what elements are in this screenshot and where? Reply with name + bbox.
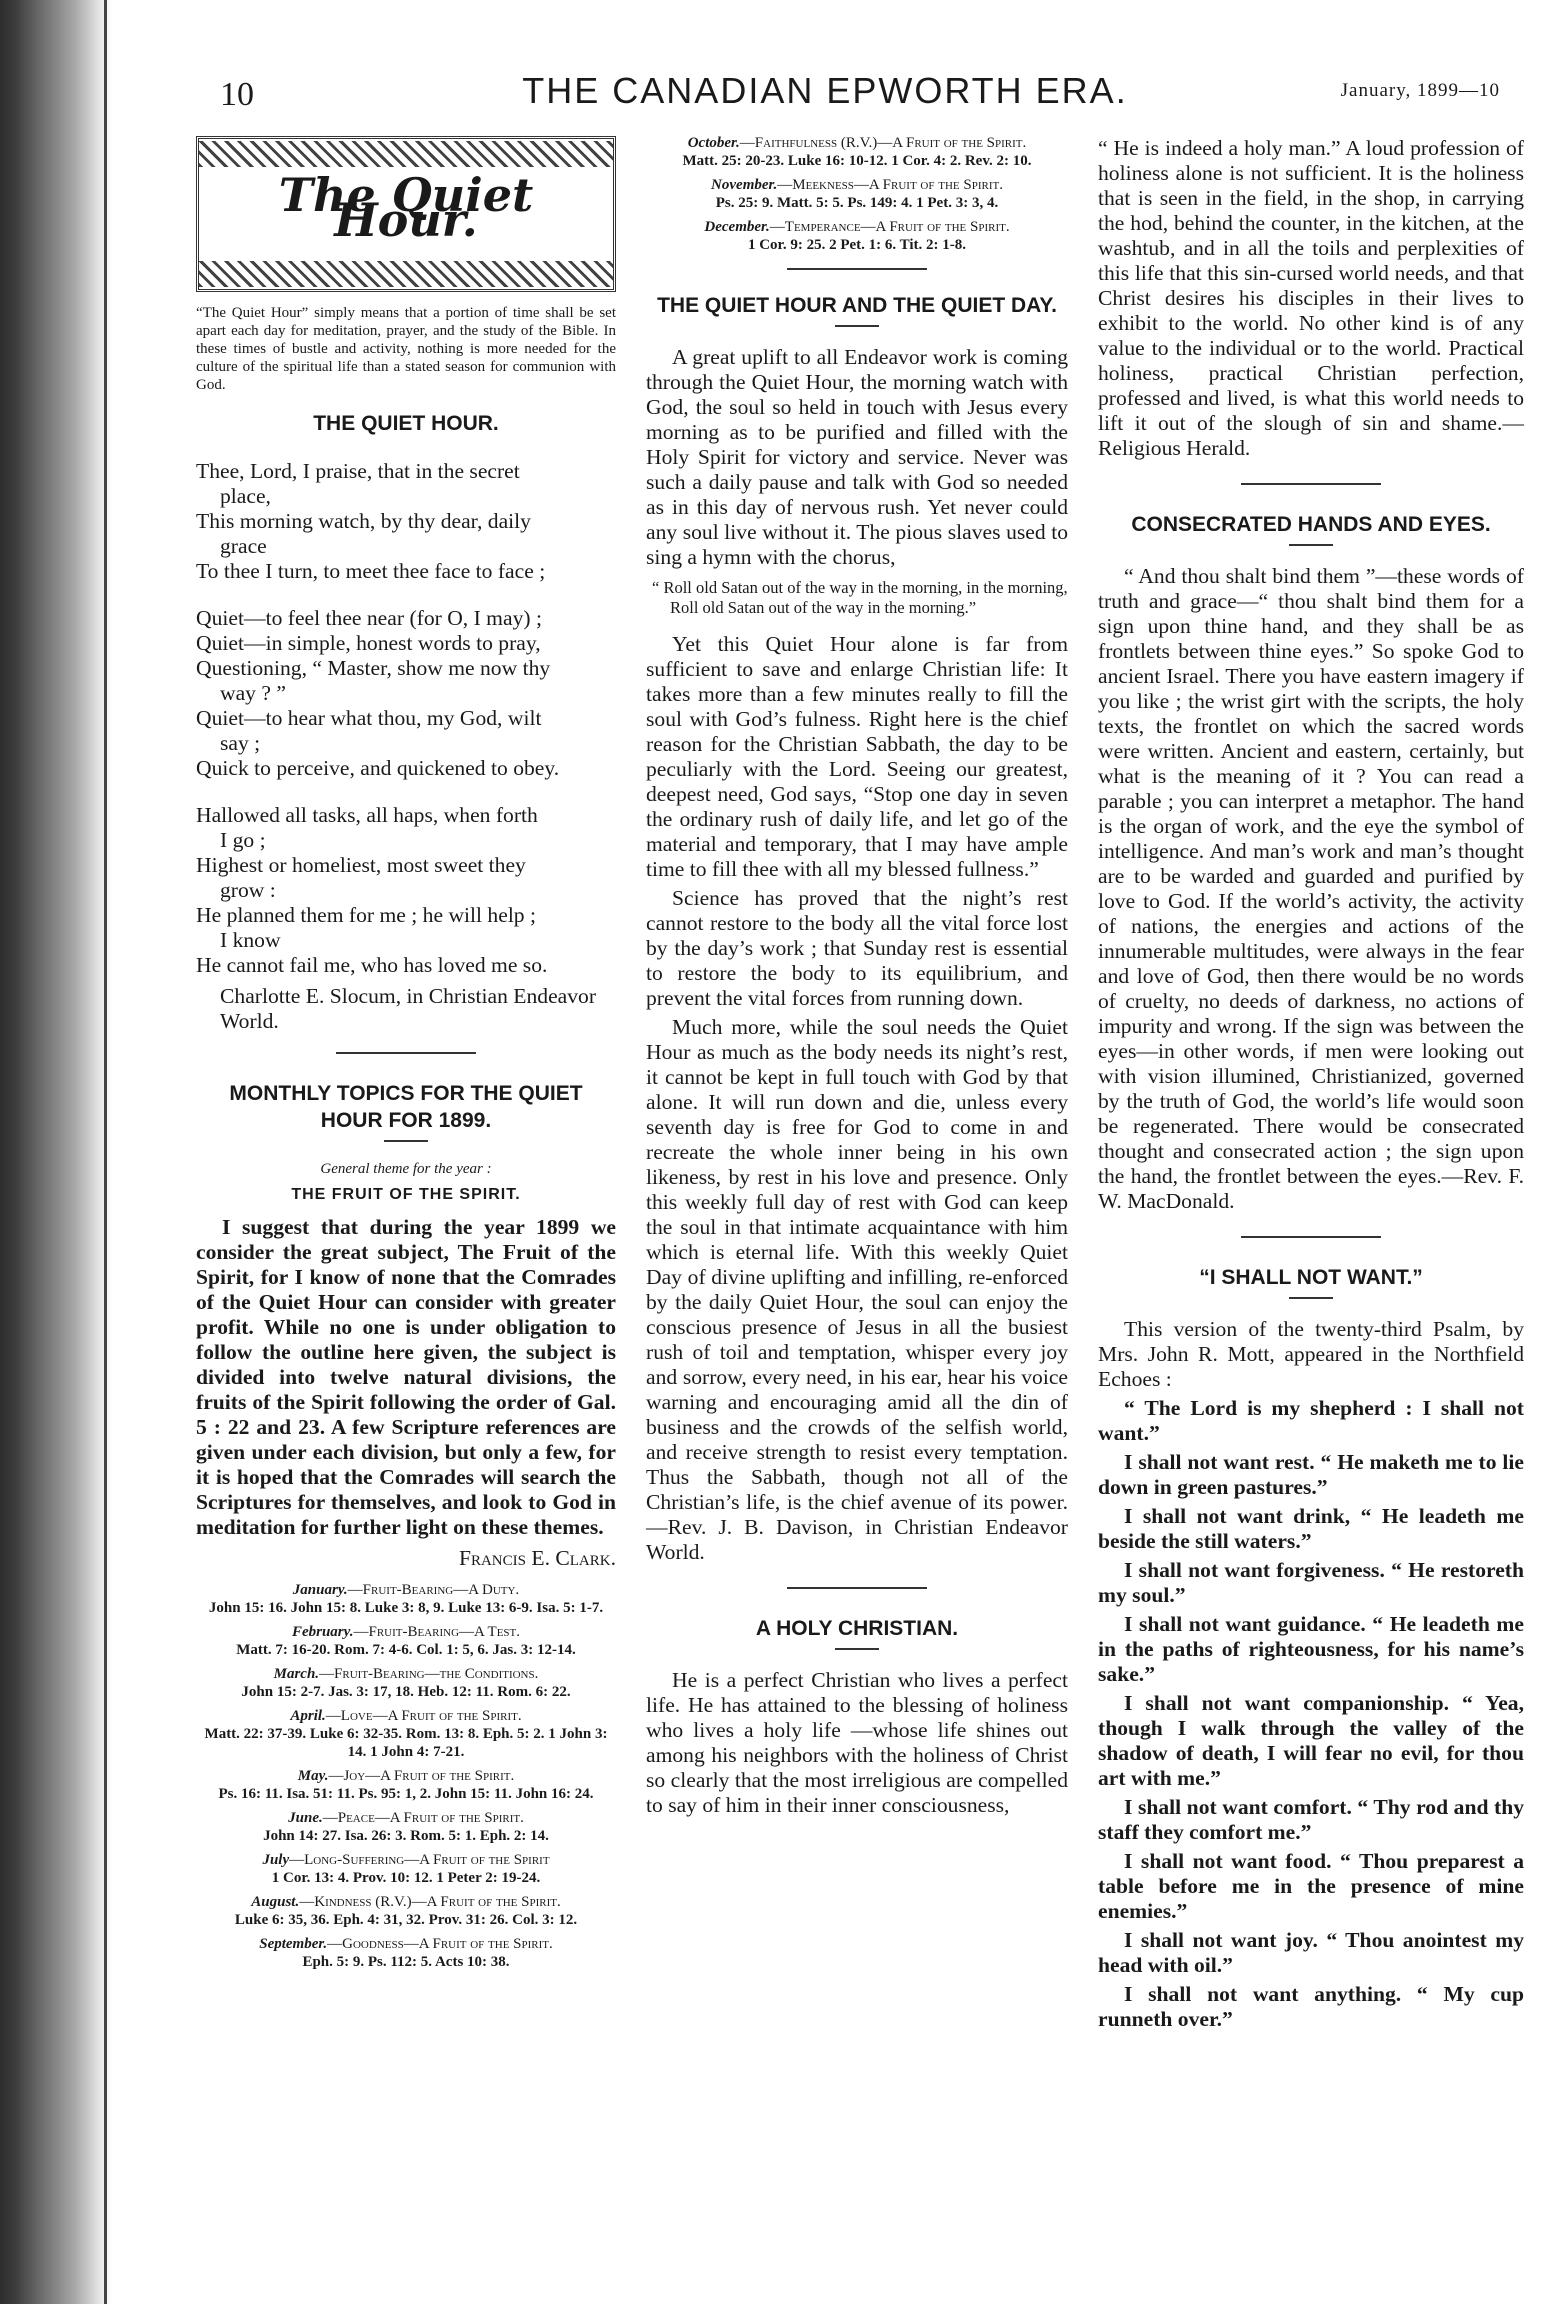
- quiet-hour-masthead: [196, 136, 616, 292]
- separator: [1241, 483, 1381, 485]
- month-name: July: [262, 1852, 290, 1868]
- article-paragraph: Science has proved that the night’s rest cannot restore to the body all the vital force lost by the day’s work ; that Sunday rest is essential to restore the body to its equilibrium, and prevent the vital forces from running down.: [646, 886, 1068, 1010]
- rule: [1289, 1297, 1333, 1299]
- poem-line-text: Quiet—to feel thee near (for O, I may) ;: [196, 606, 542, 630]
- poem-line-text: He planned them for me ; he will help ;: [196, 903, 537, 927]
- monthly-topics-list: [196, 1581, 616, 1971]
- ornament-border-bottom: [199, 261, 613, 287]
- poem-line-text: He cannot fail me, who has loved me so.: [196, 953, 548, 977]
- poem-line-text: Thee, Lord, I praise, that in the secret: [196, 459, 520, 483]
- psalm-line: I shall not want anything. “ My cup runneth over.”: [1098, 1982, 1524, 2031]
- general-theme: THE FRUIT OF THE SPIRIT.: [291, 1186, 521, 1203]
- month-name: December.: [704, 219, 770, 235]
- poem-line-continuation: grace: [220, 534, 267, 558]
- quiet-hour-intro: “The Quiet Hour” simply means that a portion of time shall be set apart each day for meditation, prayer, and the study of the Bible. In these times of bustle and activity, nothing is more needed for the culture of the spiritual life than a stated season for communion with God.: [196, 305, 616, 393]
- rule: [1289, 544, 1333, 546]
- article-paragraph: “ And thou shalt bind them ”—these words of truth and grace—“ thou shalt bind them for a sign upon thine hand, and they shall be as frontlets between thine eyes.” So spoke God to ancient Israel. There you have eastern imagery if you like ; the wrist girt with the scripts, the holy texts, the frontlet on which the sacred words were written. Ancient and eastern, certainly, but what is the meaning of it ? You can read a parable ; you can interpret a metaphor. The hand is the organ of work, and the eye the symbol of intelligence. And man’s work and man’s thought are to be warded and guarded and purified by love to God. If the world’s activity, the activity of nations, the energies and actions of the innumerable multitudes, were always in the fear and love of God, then there would be no words of cruelty, no deeds of darkness, no actions of impurity and wrong. If the sign was between the eyes—in other words, if men were looking out with vision illumined, Christianized, governed by the truth of God, the world’s life would soon be regenerated. There would be consecrated thought and consecrated action ; the sign upon the hand, the frontlet between the eyes.—Rev. F. W. MacDonald.: [1098, 564, 1524, 1213]
- month-name: June.: [288, 1810, 323, 1826]
- poem-line-continuation: place,: [220, 484, 271, 508]
- month-references: Matt. 25: 20-23. Luke 16: 10-12. 1 Cor. 4: 2. Rev. 2: 10.: [682, 153, 1032, 169]
- poem-line-continuation: I go ;: [220, 828, 266, 852]
- month-references: John 14: 27. Isa. 26: 3. Rom. 5: 1. Eph. 2: 14.: [263, 1828, 549, 1844]
- month-name: January.: [292, 1582, 348, 1598]
- month-references: 1 Cor. 13: 4. Prov. 10: 12. 1 Peter 2: 19-24.: [271, 1870, 541, 1886]
- month-name: September.: [259, 1936, 328, 1952]
- month-topic: [646, 134, 1068, 170]
- poem-line: [196, 903, 616, 953]
- month-name: April.: [290, 1708, 326, 1724]
- poem-line: [196, 853, 616, 903]
- topics-title: MONTHLY TOPICS FOR THE QUIET HOUR FOR 1899.: [229, 1082, 583, 1132]
- poem: [196, 459, 616, 978]
- psalm-line: I shall not want guidance. “ He leadeth me in the paths of righteousness, for his name’s sake.”: [1098, 1612, 1524, 1686]
- month-theme: —Joy—A Fruit of the Spirit.: [328, 1768, 515, 1784]
- rule: [835, 1648, 879, 1650]
- month-references: Ps. 16: 11. Isa. 51: 11. Ps. 95: 1, 2. John 15: 11. John 16: 24.: [218, 1786, 594, 1802]
- month-topic: [196, 1623, 616, 1659]
- psalm-line: I shall not want drink, “ He leadeth me beside the still waters.”: [1098, 1504, 1524, 1553]
- month-name: May.: [297, 1768, 329, 1784]
- poem-line-continuation: I know: [220, 928, 281, 952]
- month-references: John 15: 2-7. Jas. 3: 17, 18. Heb. 12: 11. Rom. 6: 22.: [241, 1684, 571, 1700]
- ornament-border-top: [199, 141, 613, 167]
- poem-line: [196, 509, 616, 559]
- month-theme: —Fruit-Bearing—A Duty.: [347, 1582, 520, 1598]
- article-paragraph: Much more, while the soul needs the Quiet Hour as much as the body needs its night’s rest, it cannot be kept in full touch with God by that alone. It will run down and die, unless every seventh day is free for God to come in and recreate the whole inner being in his own likeness, by rest in his love and presence. Only this weekly full day of rest with God can keep the soul in that intimate acquaintance with him which is eternal life. With this weekly Quiet Day of divine uplifting and infilling, re-enforced by the daily Quiet Hour, the soul can enjoy the conscious presence of Jesus in all the busiest rush of toil and temptation, whisper every joy and sorrow, every need, in his ear, hear his voice warning and encouraging amid all the din of business and the crowds of the selfish world, and receive strength to resist every temptation. Thus the Sabbath, though not all of the Christian’s life, is the chief avenue of its power.—Rev. J. B. Davison, in Christian Endeavor World.: [646, 1015, 1068, 1564]
- poem-line-text: Quiet—in simple, honest words to pray,: [196, 631, 541, 655]
- month-theme: —Meekness—A Fruit of the Spirit.: [777, 177, 1003, 193]
- poem-line: [196, 559, 616, 584]
- hymn-verse: [652, 578, 1068, 618]
- month-topic: [196, 1893, 616, 1929]
- poem-line: [196, 706, 616, 756]
- poem-line-text: Highest or homeliest, most sweet they: [196, 853, 526, 877]
- poem-line-continuation: say ;: [220, 731, 261, 755]
- article-paragraph: This version of the twenty-third Psalm, by Mrs. John R. Mott, appeared in the Northfield Echoes :: [1098, 1317, 1524, 1391]
- poem-line-continuation: way ? ”: [220, 681, 286, 705]
- page-edge: [104, 0, 107, 2304]
- poem-line: [196, 756, 616, 781]
- month-name: November.: [711, 177, 778, 193]
- article-title-holy-christian: A HOLY CHRISTIAN.: [755, 1617, 959, 1640]
- poem-line: [196, 953, 616, 978]
- month-references: Matt. 7: 16-20. Rom. 7: 4-6. Col. 1: 5, 6. Jas. 3: 12-14.: [236, 1642, 576, 1658]
- poem-line: [196, 656, 616, 706]
- month-topic: [196, 1851, 616, 1887]
- month-theme: —Love—A Fruit of the Spirit.: [325, 1708, 522, 1724]
- poem-line: [196, 606, 616, 631]
- poem-line: [196, 631, 616, 656]
- general-theme-label: General theme for the year :: [320, 1161, 492, 1177]
- psalm-version-lines: [1098, 1396, 1524, 2032]
- month-references: John 15: 16. John 15: 8. Luke 3: 8, 9. Luke 13: 6-9. Isa. 5: 1-7.: [208, 1600, 604, 1616]
- separator: [787, 268, 927, 270]
- poem-line-text: Questioning, “ Master, show me now thy: [196, 656, 551, 680]
- column-3: [1098, 136, 1524, 2036]
- month-theme: —Fruit-Bearing—the Conditions.: [319, 1666, 539, 1682]
- psalm-line: “ The Lord is my shepherd : I shall not want.”: [1098, 1396, 1524, 1445]
- month-theme: —Goodness—A Fruit of the Spirit.: [327, 1936, 553, 1952]
- poem-line-text: Hallowed all tasks, all haps, when forth: [196, 803, 538, 827]
- month-topic: [196, 1581, 616, 1617]
- masthead-title: The Quiet Hour.: [278, 168, 534, 247]
- separator: [787, 1587, 927, 1589]
- article-paragraph: Yet this Quiet Hour alone is far from sufficient to save and enlarge Christian life: It takes more than a few minutes really to fill the soul with God’s fulness. Right here is the chief reason for the Christian Sabbath, the day to be peculiarly with the Lord. Seeing our greatest, deepest need, God says, “Stop one day in seven the ordinary rush of daily life, and let go of the material and temporary, that I may have ample time to fill thee with all my blessed fullness.”: [646, 632, 1068, 881]
- article-paragraph: “ He is indeed a holy man.” A loud profession of holiness alone is not sufficient. It is the holiness that is seen in the field, in the shop, in carrying the hod, behind the counter, in the kitchen, at the washtub, and in all the toils and perplexities of this life that this sin-cursed world needs, and that Christ desires his disciples in their lives to exhibit to the world. No other kind is of any value to the individual or to the world. Practical holiness, practical Christian perfection, professed and lived, is what this world needs to lift it out of the slough of sin and shame.—Religious Herald.: [1098, 136, 1524, 460]
- poem-title: THE QUIET HOUR.: [313, 412, 499, 435]
- month-theme: —Faithfulness (R.V.)—A Fruit of the Spirit.: [739, 135, 1027, 151]
- monthly-topics-list-continued: [646, 134, 1068, 254]
- poem-signature: Charlotte E. Slocum, in Christian Endeavor World.: [220, 984, 597, 1033]
- month-references: Matt. 22: 37-39. Luke 6: 32-35. Rom. 13: 8. Eph. 5: 2. 1 John 3: 14. 1 John 4: 7-21.: [204, 1726, 608, 1760]
- topics-signature: Francis E. Clark.: [458, 1546, 616, 1570]
- month-references: Eph. 5: 9. Ps. 112: 5. Acts 10: 38.: [302, 1954, 510, 1970]
- psalm-line: I shall not want companionship. “ Yea, though I walk through the valley of the shadow of death, I will fear no evil, for thou art with me.”: [1098, 1691, 1524, 1790]
- page-header: [150, 66, 1500, 116]
- verse-line: Roll old Satan out of the way in the morning.”: [670, 598, 977, 617]
- month-topic: [196, 1767, 616, 1803]
- topics-body: I suggest that during the year 1899 we consider the great subject, The Fruit of the Spirit, for I know of none that the Comrades of the Quiet Hour can consider with greater profit. While no one is under obligation to follow the outline here given, the subject is divided into twelve natural divisions, the fruits of the Spirit following the order of Gal. 5 : 22 and 23. A few Scripture references are given under each division, but only a few, for it is hoped that the Comrades will search the Scriptures for themselves, and look to God in meditation for further light on these themes.: [196, 1215, 616, 1539]
- poem-line: [196, 459, 616, 509]
- month-topic: [646, 176, 1068, 212]
- issue-date: January, 1899—10: [1340, 80, 1500, 101]
- article-title-quiet-day: THE QUIET HOUR AND THE QUIET DAY.: [657, 294, 1057, 317]
- psalm-line: I shall not want rest. “ He maketh me to lie down in green pastures.”: [1098, 1450, 1524, 1499]
- month-topic: [196, 1707, 616, 1761]
- month-name: August.: [251, 1894, 300, 1910]
- scan-binding-shadow: [0, 0, 112, 2304]
- poem-line: [196, 803, 616, 853]
- verse-line: “ Roll old Satan out of the way in the morning, in the morning,: [652, 578, 1068, 597]
- rule: [384, 1140, 428, 1142]
- poem-line-text: Quiet—to hear what thou, my God, wilt: [196, 706, 542, 730]
- month-topic: [196, 1665, 616, 1701]
- month-name: October.: [687, 135, 740, 151]
- month-references: 1 Cor. 9: 25. 2 Pet. 1: 6. Tit. 2: 1-8.: [747, 237, 967, 253]
- article-paragraph: He is a perfect Christian who lives a perfect life. He has attained to the blessing of holiness who lives a holy life —whose life shines out among his neighbors with the holiness of Christ so clearly that the most irreligious are compelled to say of him in their inner consciousness,: [646, 1668, 1068, 1817]
- month-topic: [196, 1809, 616, 1845]
- month-topic: [646, 218, 1068, 254]
- month-theme: —Long-Suffering—A Fruit of the Spirit: [289, 1852, 550, 1868]
- month-theme: —Fruit-Bearing—A Test.: [353, 1624, 521, 1640]
- poem-line-text: Quick to perceive, and quickened to obey.: [196, 756, 560, 780]
- article-title-shall-not-want: “I SHALL NOT WANT.”: [1199, 1266, 1423, 1289]
- month-references: Ps. 25: 9. Matt. 5: 5. Ps. 149: 4. 1 Pet. 3: 3, 4.: [715, 195, 999, 211]
- article-title-consecrated: CONSECRATED HANDS AND EYES.: [1131, 513, 1491, 536]
- publication-title: THE CANADIAN EPWORTH ERA.: [522, 70, 1128, 111]
- psalm-line: I shall not want joy. “ Thou anointest my head with oil.”: [1098, 1928, 1524, 1977]
- month-theme: —Temperance—A Fruit of the Spirit.: [769, 219, 1010, 235]
- month-topic: [196, 1935, 616, 1971]
- poem-line-text: To thee I turn, to meet thee face to face ;: [196, 559, 546, 583]
- month-name: March.: [273, 1666, 320, 1682]
- separator: [1241, 1236, 1381, 1238]
- poem-line-text: This morning watch, by thy dear, daily: [196, 509, 531, 533]
- psalm-line: I shall not want forgiveness. “ He restoreth my soul.”: [1098, 1558, 1524, 1607]
- column-1: [196, 136, 616, 1971]
- poem-line-continuation: grow :: [220, 878, 276, 902]
- article-paragraph: A great uplift to all Endeavor work is coming through the Quiet Hour, the morning watch with God, the soul so held in touch with Jesus every morning as to be purified and filled with the Holy Spirit for victory and service. Never was such a daily pause and talk with God so needed as in this day of nervous rush. Yet never could any soul live without it. The pious slaves used to sing a hymn with the chorus,: [646, 345, 1068, 569]
- month-theme: —Peace—A Fruit of the Spirit.: [322, 1810, 524, 1826]
- month-references: Luke 6: 35, 36. Eph. 4: 31, 32. Prov. 31: 26. Col. 3: 12.: [234, 1912, 578, 1928]
- rule: [835, 325, 879, 327]
- month-theme: —Kindness (R.V.)—A Fruit of the Spirit.: [299, 1894, 561, 1910]
- page-number: 10: [220, 76, 254, 113]
- psalm-line: I shall not want comfort. “ Thy rod and thy staff they comfort me.”: [1098, 1795, 1524, 1844]
- column-2: [646, 136, 1068, 1822]
- separator: [336, 1052, 476, 1054]
- psalm-line: I shall not want food. “ Thou preparest a table before me in the presence of mine enemies.”: [1098, 1849, 1524, 1923]
- month-name: February.: [291, 1624, 354, 1640]
